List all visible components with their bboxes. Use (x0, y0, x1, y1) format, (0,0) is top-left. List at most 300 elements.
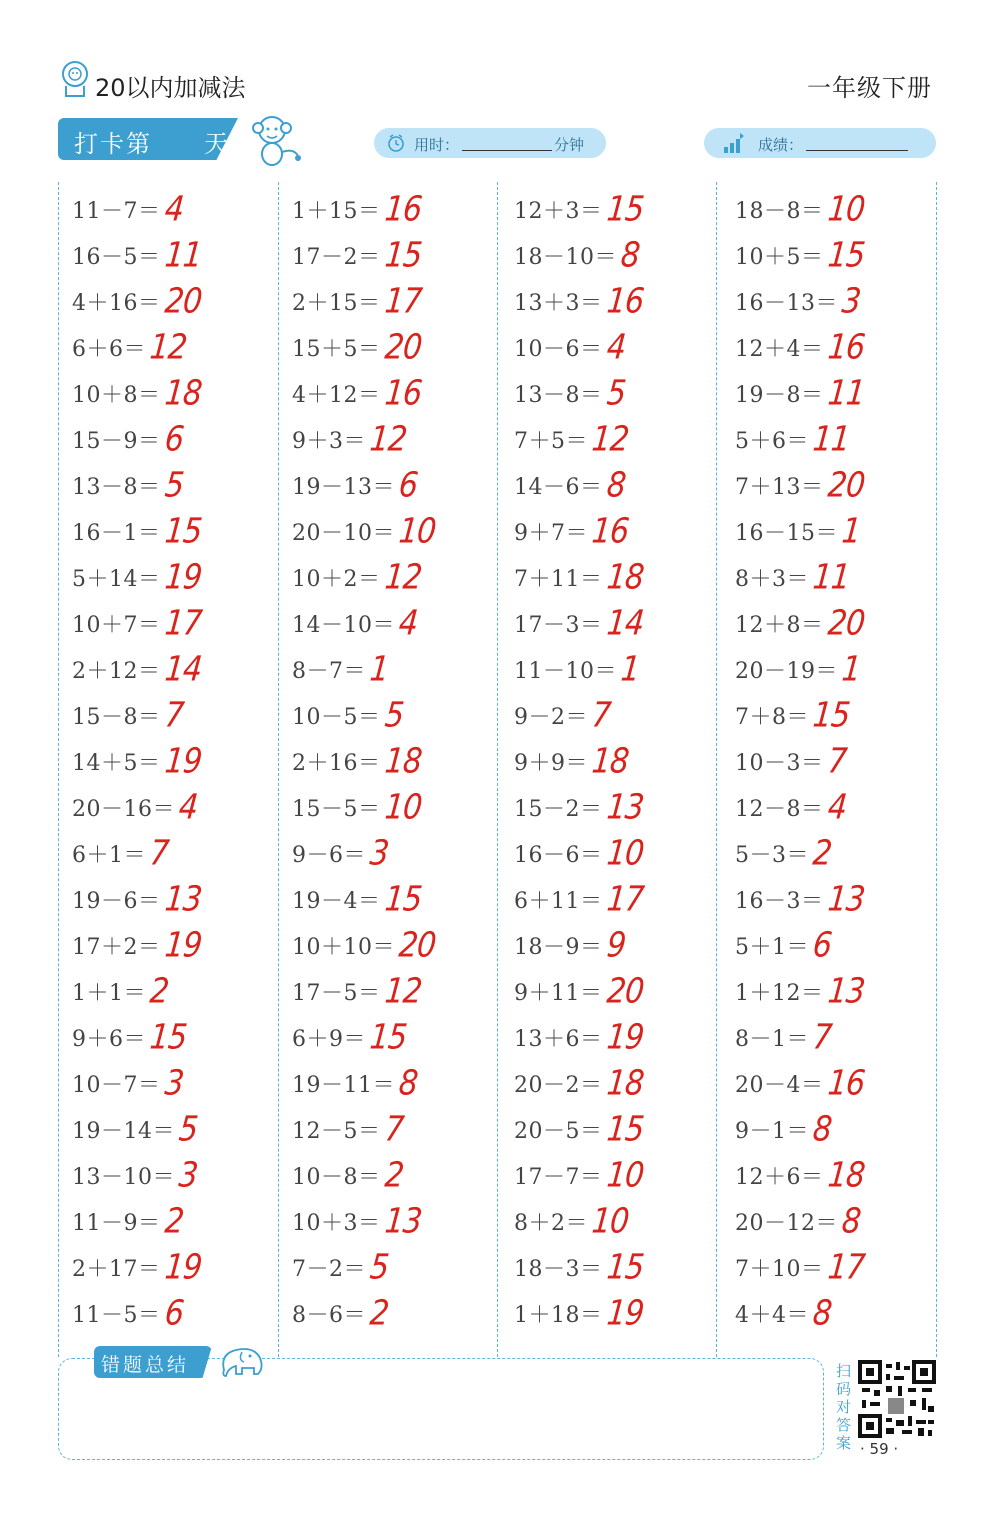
problem-row (292, 416, 492, 462)
problem-row (735, 1106, 935, 1152)
problem-expression: 7＋5＝ (514, 428, 588, 454)
problem-row (292, 324, 492, 370)
problem-row (72, 1106, 272, 1152)
problem-row (514, 1106, 714, 1152)
problem-row (292, 600, 492, 646)
handwritten-answer[interactable]: 6 (397, 464, 419, 506)
handwritten-answer[interactable]: 20 (825, 464, 866, 506)
handwritten-answer[interactable]: 12 (368, 418, 409, 460)
problem-row (72, 508, 272, 554)
problem-expression: 15－2＝ (514, 796, 603, 822)
problem-row (514, 646, 714, 692)
handwritten-answer[interactable]: 17 (825, 1246, 866, 1288)
handwritten-answer[interactable]: 10 (397, 510, 438, 552)
handwritten-answer[interactable]: 14 (604, 602, 645, 644)
summary-label: 错题总结 (101, 1354, 190, 1376)
handwritten-answer[interactable]: 7 (590, 694, 612, 736)
problem-row (735, 922, 935, 968)
problem-expression: 5＋6＝ (735, 428, 809, 454)
handwritten-answer[interactable]: 18 (604, 556, 645, 598)
handwritten-answer[interactable]: 13 (162, 878, 203, 920)
handwritten-answer[interactable]: 3 (162, 1062, 185, 1104)
problem-expression: 12＋8＝ (735, 612, 824, 638)
problem-expression: 20－12＝ (735, 1210, 838, 1236)
handwritten-answer[interactable]: 7 (382, 1108, 405, 1150)
problem-expression: 7＋11＝ (514, 566, 603, 592)
problem-expression: 6＋6＝ (72, 336, 146, 362)
problem-expression: 12＋3＝ (514, 198, 603, 224)
handwritten-answer[interactable]: 20 (825, 602, 866, 644)
handwritten-answer[interactable]: 6 (162, 418, 185, 460)
handwritten-answer[interactable]: 18 (382, 740, 423, 782)
problem-row (514, 324, 714, 370)
handwritten-answer[interactable]: 2 (811, 832, 833, 874)
handwritten-answer[interactable]: 17 (162, 602, 203, 644)
problem-row (514, 278, 714, 324)
handwritten-answer[interactable]: 15 (162, 510, 203, 552)
problem-row (292, 968, 492, 1014)
problem-expression: 19－14＝ (72, 1118, 175, 1144)
problem-expression: 11－5＝ (72, 1302, 161, 1328)
problem-expression: 8－6＝ (292, 1302, 366, 1328)
problem-row (292, 1290, 492, 1336)
problem-expression: 7＋10＝ (735, 1256, 824, 1282)
problem-expression: 10－8＝ (292, 1164, 381, 1190)
handwritten-answer[interactable]: 8 (619, 234, 641, 276)
clock-icon (386, 133, 406, 153)
problem-row (735, 370, 935, 416)
problem-row (72, 1244, 272, 1290)
problem-expression: 17－7＝ (514, 1164, 603, 1190)
problem-row (72, 186, 272, 232)
problem-row (514, 232, 714, 278)
problem-row (514, 784, 714, 830)
problem-row (514, 968, 714, 1014)
handwritten-answer[interactable]: 2 (148, 970, 170, 1012)
problem-expression: 10＋2＝ (292, 566, 381, 592)
problem-expression: 9－1＝ (735, 1118, 809, 1144)
problem-row (292, 1060, 492, 1106)
handwritten-answer[interactable]: 12 (590, 418, 631, 460)
problem-expression: 9－6＝ (292, 842, 366, 868)
handwritten-answer[interactable]: 12 (148, 326, 189, 368)
handwritten-answer[interactable]: 3 (368, 832, 390, 874)
problem-row (735, 1290, 935, 1336)
problem-row (292, 1244, 492, 1290)
handwritten-answer[interactable]: 8 (397, 1062, 419, 1104)
handwritten-answer[interactable]: 17 (604, 878, 645, 920)
problem-expression: 14＋5＝ (72, 750, 161, 776)
problem-expression: 8－1＝ (735, 1026, 809, 1052)
problem-expression: 19－6＝ (72, 888, 161, 914)
problem-expression: 11－7＝ (72, 198, 161, 224)
problem-row (72, 876, 272, 922)
problem-expression: 16－5＝ (72, 244, 161, 270)
problem-expression: 14－10＝ (292, 612, 395, 638)
problem-expression: 16－6＝ (514, 842, 603, 868)
problem-expression: 19－4＝ (292, 888, 381, 914)
problem-row (292, 1152, 492, 1198)
problem-row (72, 554, 272, 600)
problem-expression: 13＋3＝ (514, 290, 603, 316)
problem-row (72, 370, 272, 416)
problem-expression: 20－2＝ (514, 1072, 603, 1098)
checkin-label: 打卡第 (74, 130, 152, 158)
handwritten-answer[interactable]: 18 (162, 372, 203, 414)
problem-row (514, 600, 714, 646)
problem-row (514, 738, 714, 784)
problem-row (735, 554, 935, 600)
problem-row (514, 1152, 714, 1198)
problem-row (735, 968, 935, 1014)
problem-row (735, 1060, 935, 1106)
problem-row (72, 278, 272, 324)
problem-expression: 10＋3＝ (292, 1210, 381, 1236)
handwritten-answer[interactable]: 5 (177, 1108, 199, 1150)
problem-expression: 8＋2＝ (514, 1210, 588, 1236)
problem-expression: 8＋3＝ (735, 566, 809, 592)
problem-expression: 15－8＝ (72, 704, 161, 730)
handwritten-answer[interactable]: 15 (604, 188, 645, 230)
handwritten-answer[interactable]: 1 (368, 648, 390, 690)
problem-row (292, 186, 492, 232)
handwritten-answer[interactable]: 20 (604, 970, 645, 1012)
problem-expression: 20－10＝ (292, 520, 395, 546)
page-number: · 59 · (860, 1440, 899, 1458)
handwritten-answer[interactable]: 3 (177, 1154, 199, 1196)
handwritten-answer[interactable]: 5 (382, 694, 405, 736)
problem-row (735, 876, 935, 922)
lion-logo-icon (58, 60, 92, 98)
problem-expression: 9＋6＝ (72, 1026, 146, 1052)
problem-row (292, 1198, 492, 1244)
problem-row (735, 600, 935, 646)
handwritten-answer[interactable]: 11 (811, 556, 852, 598)
problem-expression: 10＋8＝ (72, 382, 161, 408)
handwritten-answer[interactable]: 15 (382, 878, 423, 920)
problem-row (292, 370, 492, 416)
handwritten-answer[interactable]: 20 (162, 280, 203, 322)
handwritten-answer[interactable]: 15 (811, 694, 852, 736)
problem-row (514, 922, 714, 968)
score-label: 成绩： (758, 136, 804, 154)
problem-row (292, 738, 492, 784)
handwritten-answer[interactable]: 16 (825, 326, 866, 368)
handwritten-answer[interactable]: 18 (590, 740, 631, 782)
handwritten-answer[interactable]: 16 (382, 188, 423, 230)
problem-expression: 16－15＝ (735, 520, 838, 546)
handwritten-answer[interactable]: 16 (382, 372, 423, 414)
problem-row (514, 876, 714, 922)
problem-row (72, 462, 272, 508)
elephant-icon (214, 1340, 270, 1380)
handwritten-answer[interactable]: 12 (382, 970, 423, 1012)
handwritten-answer[interactable]: 8 (604, 464, 627, 506)
problem-row (735, 508, 935, 554)
handwritten-answer[interactable]: 15 (604, 1246, 645, 1288)
problem-row (735, 830, 935, 876)
problem-row (292, 462, 492, 508)
grade-label: 一年级下册 (807, 74, 932, 102)
handwritten-answer[interactable]: 5 (162, 464, 185, 506)
problem-expression: 2＋15＝ (292, 290, 381, 316)
problem-row (514, 554, 714, 600)
problem-row (514, 508, 714, 554)
problem-expression: 2＋12＝ (72, 658, 161, 684)
problem-row (72, 600, 272, 646)
problem-row (735, 1198, 935, 1244)
handwritten-answer[interactable]: 8 (840, 1200, 862, 1242)
problem-row (735, 692, 935, 738)
problem-expression: 13－8＝ (72, 474, 161, 500)
problem-expression: 1＋12＝ (735, 980, 824, 1006)
problem-expression: 14－6＝ (514, 474, 603, 500)
handwritten-answer[interactable]: 7 (811, 1016, 833, 1058)
column-divider (716, 182, 717, 1357)
problem-column-3 (514, 186, 714, 1336)
handwritten-answer[interactable]: 11 (825, 372, 866, 414)
problem-expression: 17－3＝ (514, 612, 603, 638)
handwritten-answer[interactable]: 8 (811, 1292, 833, 1334)
handwritten-answer[interactable]: 11 (162, 234, 203, 276)
handwritten-answer[interactable]: 13 (825, 878, 866, 920)
problem-expression: 13－10＝ (72, 1164, 175, 1190)
problem-row (735, 646, 935, 692)
handwritten-answer[interactable]: 3 (840, 280, 862, 322)
handwritten-answer[interactable]: 1 (619, 648, 641, 690)
problem-expression: 20－5＝ (514, 1118, 603, 1144)
problem-row (72, 646, 272, 692)
problem-expression: 4＋4＝ (735, 1302, 809, 1328)
problem-row (735, 738, 935, 784)
handwritten-answer[interactable]: 19 (604, 1016, 645, 1058)
left-border (58, 182, 59, 1357)
problem-expression: 6＋11＝ (514, 888, 603, 914)
score-chart-icon (722, 131, 746, 155)
handwritten-answer[interactable]: 16 (825, 1062, 866, 1104)
handwritten-answer[interactable]: 16 (604, 280, 645, 322)
problem-expression: 19－11＝ (292, 1072, 395, 1098)
problem-expression: 4＋16＝ (72, 290, 161, 316)
problem-expression: 17＋2＝ (72, 934, 161, 960)
checkin-day-unit: 天 (204, 130, 228, 158)
problem-row (735, 324, 935, 370)
problem-row (72, 324, 272, 370)
problem-row (292, 646, 492, 692)
handwritten-answer[interactable]: 15 (825, 234, 866, 276)
handwritten-answer[interactable]: 15 (604, 1108, 645, 1150)
problem-column-1 (72, 186, 272, 1336)
handwritten-answer[interactable]: 2 (382, 1154, 405, 1196)
problem-expression: 10＋10＝ (292, 934, 395, 960)
problem-row (72, 692, 272, 738)
problem-row (72, 922, 272, 968)
problem-expression: 10＋5＝ (735, 244, 824, 270)
handwritten-answer[interactable]: 10 (825, 188, 866, 230)
time-input-line[interactable] (462, 134, 552, 150)
problem-expression: 11－9＝ (72, 1210, 161, 1236)
handwritten-answer[interactable]: 10 (604, 1154, 645, 1196)
column-divider (278, 182, 279, 1357)
problem-row (72, 1014, 272, 1060)
handwritten-answer[interactable]: 16 (590, 510, 631, 552)
handwritten-answer[interactable]: 15 (368, 1016, 409, 1058)
score-input-line[interactable] (806, 134, 908, 150)
handwritten-answer[interactable]: 13 (382, 1200, 423, 1242)
problem-expression: 9＋11＝ (514, 980, 603, 1006)
problem-row (72, 416, 272, 462)
problem-expression: 11－10＝ (514, 658, 617, 684)
problem-row (735, 1244, 935, 1290)
problem-row (72, 1290, 272, 1336)
problem-row (72, 830, 272, 876)
problem-row (292, 508, 492, 554)
handwritten-answer[interactable]: 10 (382, 786, 423, 828)
handwritten-answer[interactable]: 5 (368, 1246, 390, 1288)
handwritten-answer[interactable]: 7 (162, 694, 185, 736)
problem-expression: 9＋9＝ (514, 750, 588, 776)
problem-expression: 10－3＝ (735, 750, 824, 776)
handwritten-answer[interactable]: 20 (382, 326, 423, 368)
handwritten-answer[interactable]: 2 (162, 1200, 185, 1242)
problem-expression: 7－2＝ (292, 1256, 366, 1282)
problem-row (514, 370, 714, 416)
handwritten-answer[interactable]: 19 (604, 1292, 645, 1334)
problem-row (72, 232, 272, 278)
problem-row (514, 1290, 714, 1336)
problem-expression: 12＋4＝ (735, 336, 824, 362)
problem-row (292, 876, 492, 922)
problem-expression: 19－13＝ (292, 474, 395, 500)
handwritten-answer[interactable]: 10 (590, 1200, 631, 1242)
handwritten-answer[interactable]: 17 (382, 280, 423, 322)
problem-expression: 6＋9＝ (292, 1026, 366, 1052)
handwritten-answer[interactable]: 1 (840, 648, 862, 690)
problem-row (514, 1060, 714, 1106)
problem-expression: 7＋8＝ (735, 704, 809, 730)
problem-expression: 5＋1＝ (735, 934, 809, 960)
handwritten-answer[interactable]: 19 (162, 556, 203, 598)
problem-expression: 13－8＝ (514, 382, 603, 408)
qr-code-icon[interactable] (858, 1360, 936, 1438)
problem-expression: 18－10＝ (514, 244, 617, 270)
problem-expression: 12＋6＝ (735, 1164, 824, 1190)
problem-row (735, 784, 935, 830)
handwritten-answer[interactable]: 5 (604, 372, 627, 414)
problem-expression: 8－7＝ (292, 658, 366, 684)
problem-row (514, 462, 714, 508)
problem-row (72, 738, 272, 784)
problem-expression: 6＋1＝ (72, 842, 146, 868)
problem-expression: 16－13＝ (735, 290, 838, 316)
problem-row (72, 1152, 272, 1198)
problem-row (514, 186, 714, 232)
problem-row (735, 462, 935, 508)
problem-expression: 18－9＝ (514, 934, 603, 960)
handwritten-answer[interactable]: 15 (382, 234, 423, 276)
problem-row (72, 1060, 272, 1106)
problem-row (514, 692, 714, 738)
problem-row (292, 1014, 492, 1060)
handwritten-answer[interactable]: 15 (148, 1016, 189, 1058)
time-unit: 分钟 (554, 136, 585, 154)
handwritten-answer[interactable]: 4 (162, 188, 185, 230)
problem-row (735, 278, 935, 324)
problem-expression: 12－8＝ (735, 796, 824, 822)
handwritten-answer[interactable]: 7 (825, 740, 848, 782)
problem-expression: 9－2＝ (514, 704, 588, 730)
handwritten-answer[interactable]: 14 (162, 648, 203, 690)
handwritten-answer[interactable]: 18 (825, 1154, 866, 1196)
problem-expression: 2＋17＝ (72, 1256, 161, 1282)
problem-row (292, 232, 492, 278)
problem-row (72, 784, 272, 830)
problem-expression: 20－4＝ (735, 1072, 824, 1098)
problem-column-4 (735, 186, 935, 1336)
handwritten-answer[interactable]: 7 (148, 832, 170, 874)
problem-expression: 1＋18＝ (514, 1302, 603, 1328)
problem-row (514, 1014, 714, 1060)
handwritten-answer[interactable]: 13 (825, 970, 866, 1012)
problem-row (292, 554, 492, 600)
handwritten-answer[interactable]: 19 (162, 924, 203, 966)
handwritten-answer[interactable]: 1 (840, 510, 862, 552)
problem-row (292, 1106, 492, 1152)
problem-column-2 (292, 186, 492, 1336)
problem-expression: 15－9＝ (72, 428, 161, 454)
handwritten-answer[interactable]: 4 (604, 326, 627, 368)
handwritten-answer[interactable]: 20 (397, 924, 438, 966)
handwritten-answer[interactable]: 6 (811, 924, 833, 966)
handwritten-answer[interactable]: 4 (177, 786, 199, 828)
problem-expression: 17－2＝ (292, 244, 381, 270)
handwritten-answer[interactable]: 6 (162, 1292, 185, 1334)
problem-row (292, 830, 492, 876)
problem-expression: 5＋14＝ (72, 566, 161, 592)
problem-row (514, 416, 714, 462)
problem-expression: 15－5＝ (292, 796, 381, 822)
problem-expression: 10－6＝ (514, 336, 603, 362)
problem-expression: 20－16＝ (72, 796, 175, 822)
handwritten-answer[interactable]: 12 (382, 556, 423, 598)
problem-expression: 18－3＝ (514, 1256, 603, 1282)
handwritten-answer[interactable]: 18 (604, 1062, 645, 1104)
handwritten-answer[interactable]: 19 (162, 1246, 203, 1288)
handwritten-answer[interactable]: 11 (811, 418, 852, 460)
scan-answer-label: 扫码对答案 (836, 1362, 852, 1452)
handwritten-answer[interactable]: 10 (604, 832, 645, 874)
problem-expression: 10－7＝ (72, 1072, 161, 1098)
handwritten-answer[interactable]: 4 (397, 602, 419, 644)
handwritten-answer[interactable]: 13 (604, 786, 645, 828)
problem-row (735, 1152, 935, 1198)
problem-expression: 2＋16＝ (292, 750, 381, 776)
problem-row (735, 186, 935, 232)
handwritten-answer[interactable]: 4 (825, 786, 848, 828)
handwritten-answer[interactable]: 8 (811, 1108, 833, 1150)
problem-row (72, 1198, 272, 1244)
handwritten-answer[interactable]: 9 (604, 924, 627, 966)
handwritten-answer[interactable]: 2 (368, 1292, 390, 1334)
handwritten-answer[interactable]: 19 (162, 740, 203, 782)
problem-expression: 17－5＝ (292, 980, 381, 1006)
problem-row (735, 1014, 935, 1060)
problem-row (72, 968, 272, 1014)
problem-row (292, 922, 492, 968)
problem-expression: 10＋7＝ (72, 612, 161, 638)
book-title: 20以内加减法 (95, 74, 246, 102)
problem-expression: 9＋3＝ (292, 428, 366, 454)
